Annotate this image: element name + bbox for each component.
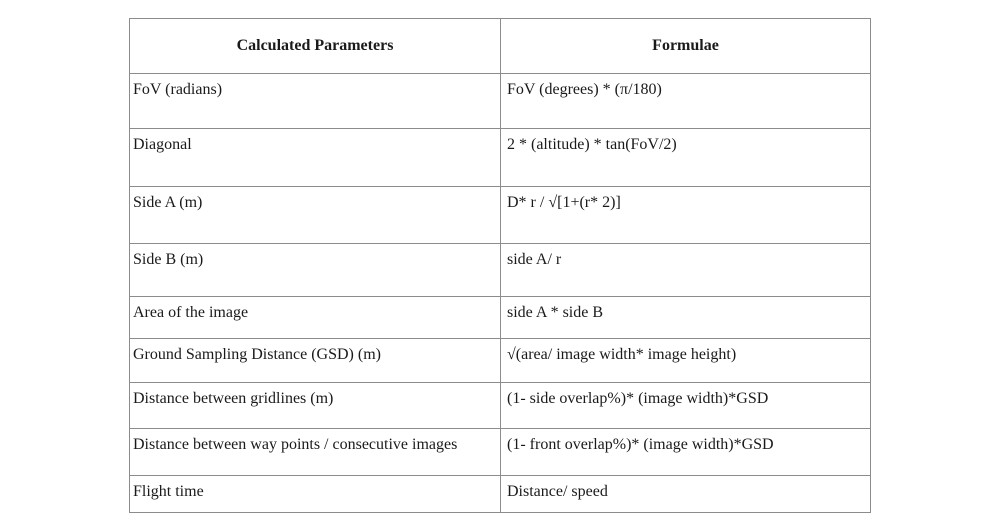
table-row bbox=[130, 74, 871, 129]
table-row bbox=[130, 129, 871, 187]
formula-cell: Distance/ speed bbox=[501, 476, 871, 513]
table-row bbox=[130, 383, 871, 429]
table-row bbox=[130, 339, 871, 383]
formula-cell: 2 * (altitude) * tan(FoV/2) bbox=[501, 129, 871, 187]
parameters-table bbox=[129, 18, 871, 513]
table-row bbox=[130, 187, 871, 244]
formula-cell: √(area/ image width* image height) bbox=[501, 339, 871, 383]
table-row bbox=[130, 244, 871, 297]
parameter-cell: Flight time bbox=[130, 476, 501, 513]
table-header-row bbox=[130, 19, 871, 74]
formula-cell: D* r / √[1+(r* 2)] bbox=[501, 187, 871, 244]
parameter-cell: Distance between way points / consecutive images bbox=[130, 429, 501, 476]
formula-cell: (1- front overlap%)* (image width)*GSD bbox=[501, 429, 871, 476]
parameter-cell: Ground Sampling Distance (GSD) (m) bbox=[130, 339, 501, 383]
parameter-cell: Area of the image bbox=[130, 297, 501, 339]
header-calculated-parameters: Calculated Parameters bbox=[130, 19, 501, 74]
parameter-cell: Side B (m) bbox=[130, 244, 501, 297]
formula-cell: side A/ r bbox=[501, 244, 871, 297]
table-row bbox=[130, 429, 871, 476]
formula-cell: (1- side overlap%)* (image width)*GSD bbox=[501, 383, 871, 429]
table-row bbox=[130, 297, 871, 339]
header-formulae: Formulae bbox=[501, 19, 871, 74]
formula-cell: FoV (degrees) * (π/180) bbox=[501, 74, 871, 129]
parameter-cell: Side A (m) bbox=[130, 187, 501, 244]
table-row bbox=[130, 476, 871, 513]
parameter-cell: Diagonal bbox=[130, 129, 501, 187]
parameter-cell: Distance between gridlines (m) bbox=[130, 383, 501, 429]
parameter-cell: FoV (radians) bbox=[130, 74, 501, 129]
formula-cell: side A * side B bbox=[501, 297, 871, 339]
